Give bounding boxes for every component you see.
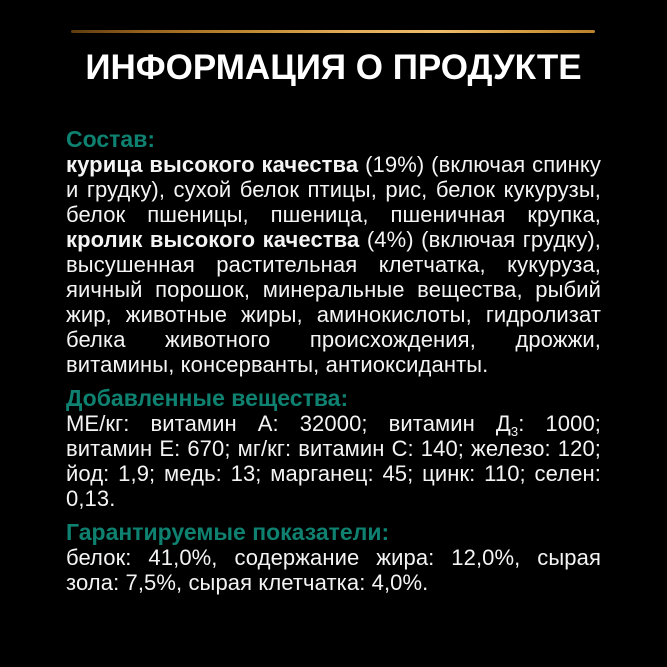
- gold-divider: [71, 30, 595, 33]
- vitamin-d3-subscript: 3: [510, 424, 519, 439]
- composition-text: [66, 152, 601, 377]
- ingredient-chicken-bold: курица высокого качества: [66, 152, 359, 177]
- additives-run-1: МЕ/кг: витамин А: 32000; витамин Д: [66, 411, 511, 436]
- page-title: ИНФОРМАЦИЯ О ПРОДУКТЕ: [85, 48, 582, 87]
- ingredient-run-1: (19%) (включая спинку и грудку), сухой белок птицы, рис, белок кукурузы, белок пшеницы, пшеница, пшеничная крупка,: [66, 152, 601, 227]
- guaranteed-heading: Гарантируемые показатели:: [66, 519, 390, 545]
- additives-text: [66, 411, 601, 511]
- composition-heading: Состав:: [66, 126, 156, 152]
- guaranteed-text: белок: 41,0%, содержание жира: 12,0%, сырая зола: 7,5%, сырая клетчатка: 4,0%.: [66, 545, 601, 595]
- composition-section: [66, 127, 601, 377]
- product-info-content: [0, 127, 667, 595]
- additives-section: [66, 386, 601, 511]
- ingredient-run-2: (4%) (включая грудку), высушенная растительная клетчатка, кукуруза, яичный порошок, минеральные вещества, рыбий жир, животные жиры, аминокислоты, гидролизат белка животного происхождения, дрожжи, витамины, консерванты, антиоксиданты.: [66, 227, 602, 377]
- guaranteed-section: [66, 520, 601, 595]
- additives-heading: Добавленные вещества:: [66, 385, 349, 411]
- ingredient-rabbit-bold: кролик высокого качества: [66, 227, 360, 252]
- additives-run-2: : 1000; витамин Е: 670; мг/кг: витамин С: 140; железо: 120; йод: 1,9; медь: 13; марганец: 45; цинк: 110; селен: 0,13.: [66, 411, 601, 511]
